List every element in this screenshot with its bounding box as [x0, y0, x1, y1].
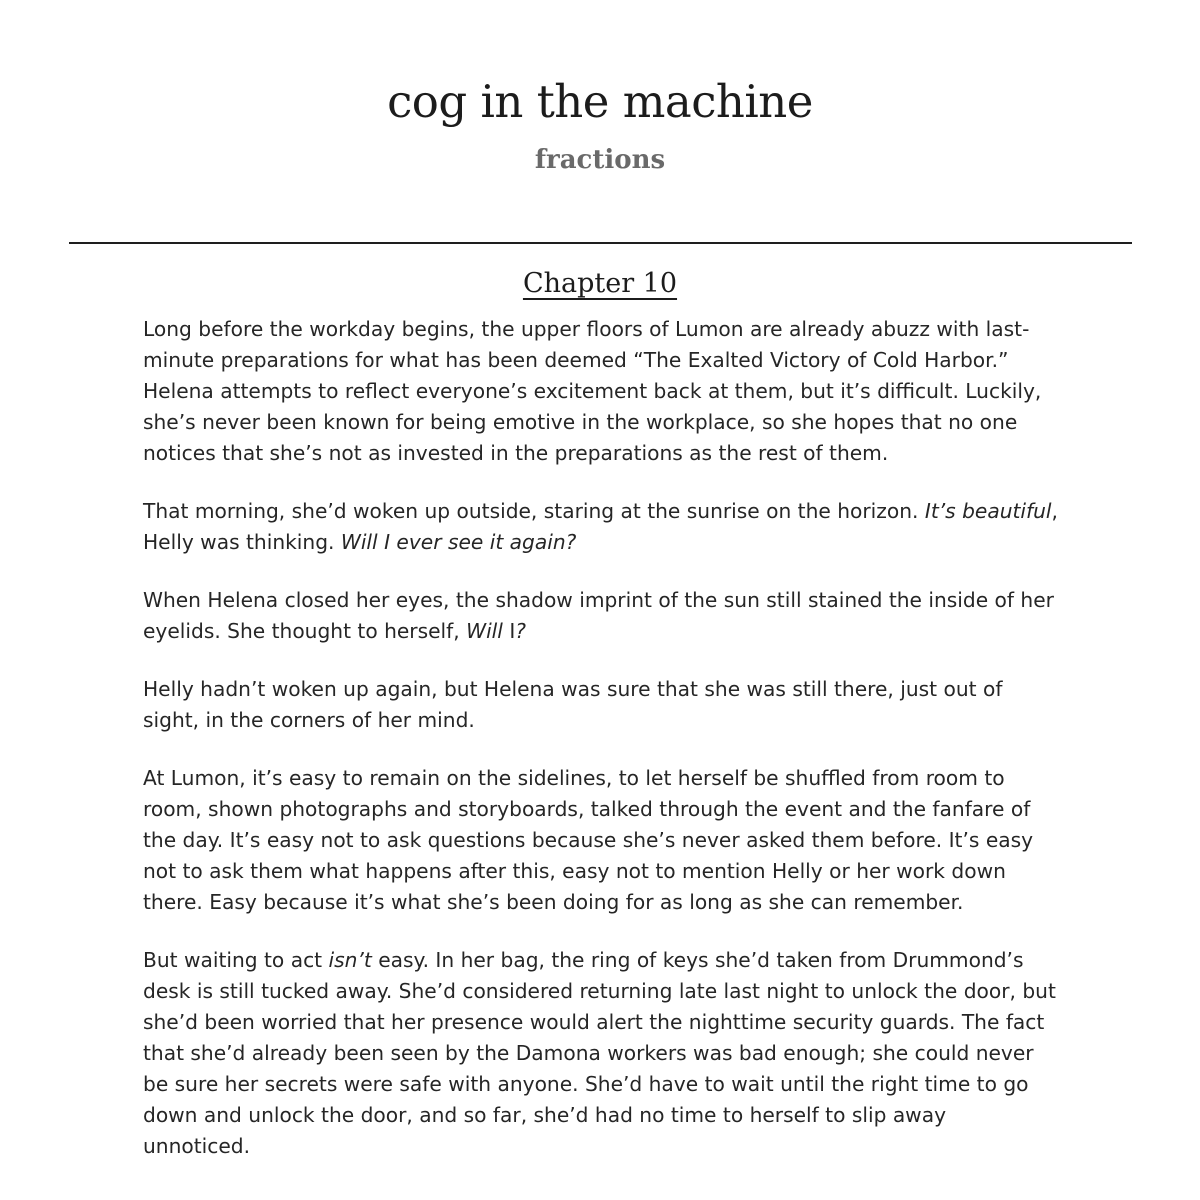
- italic-text: Will: [466, 619, 503, 643]
- paragraph-4: [143, 674, 1058, 736]
- paragraph-6: [143, 945, 1058, 1162]
- paragraph-2: [143, 496, 1058, 558]
- text-run: At Lumon, it’s easy to remain on the sidelines, to let herself be shuffled from room to room, shown photographs and storyboards, talked through the event and the fanfare of the day. It’s easy not to ask questions because she’s never asked them before. It’s easy not to ask them what happens after this, easy not to mention Helly or her work down there. Easy because it’s what she’s been doing for as long as she can remember.: [143, 766, 1034, 914]
- paragraph-5: [143, 763, 1058, 918]
- italic-text: Will I ever see it again?: [340, 530, 577, 554]
- text-run: Long before the workday begins, the upper floors of Lumon are already abuzz with last-minute preparations for what has been deemed “The Exalted Victory of Cold Harbor.” Helena attempts to reflect everyone’s excitement back at them, but it’s difficult. Luckily, she’s never been known for being emotive in the workplace, so she hopes that no one notices that she’s not as invested in the preparations as the rest of them.: [143, 317, 1042, 465]
- italic-text: ?: [515, 619, 526, 643]
- header-divider: [69, 242, 1132, 244]
- paragraph-1: [143, 314, 1058, 469]
- text-run: But waiting to act: [143, 948, 329, 972]
- text-run: , Helly was thinking.: [143, 499, 1058, 554]
- text-run: easy. In her bag, the ring of keys she’d taken from Drummond’s desk is still tucked away. She’d considered returning late last night to unlock the door, but she’d been worried that her presence would alert the nighttime security guards. The fact that she’d already been seen by the Damona workers was bad enough; she could never be sure her secrets were safe with anyone. She’d have to wait until the right time to go down and unlock the door, and so far, she’d had no time to herself to slip away unnoticed.: [143, 948, 1056, 1158]
- paragraph-3: [143, 585, 1058, 647]
- text-run: That morning, she’d woken up outside, staring at the sunrise on the horizon.: [143, 499, 925, 523]
- chapter-heading: [0, 268, 1200, 299]
- work-subtitle: fractions: [534, 145, 666, 175]
- text-run: When Helena closed her eyes, the shadow imprint of the sun still stained the inside of her eyelids. She thought to herself,: [143, 588, 1054, 643]
- chapter-body: [143, 314, 1058, 1189]
- work-header: [0, 0, 1200, 176]
- work-title: cog in the machine: [387, 75, 813, 128]
- text-run: Helly hadn’t woken up again, but Helena was sure that she was still there, just out of sight, in the corners of her mind.: [143, 677, 1003, 732]
- italic-text: It’s beautiful: [924, 499, 1052, 523]
- italic-text: isn’t: [328, 948, 372, 972]
- chapter-title: Chapter 10: [522, 268, 678, 299]
- text-run: I: [502, 619, 516, 643]
